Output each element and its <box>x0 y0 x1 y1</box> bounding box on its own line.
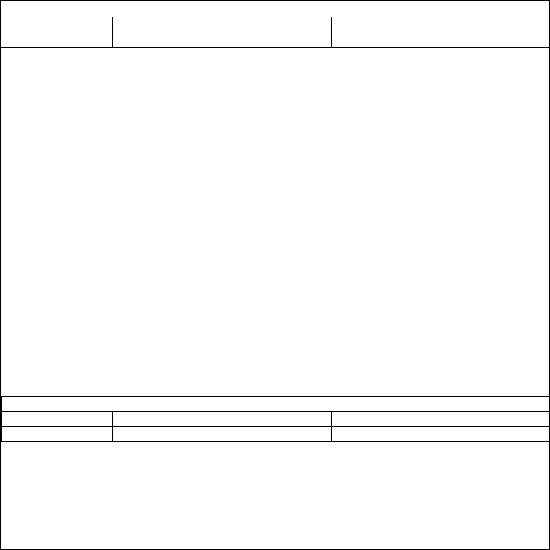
variation-label <box>2 397 550 412</box>
standard-longitudinal <box>332 412 550 427</box>
correction-longitudinal <box>332 427 550 442</box>
transversal-label <box>112 17 331 32</box>
correction-transversal <box>113 427 332 442</box>
standard-label <box>2 412 113 427</box>
ugr-table <box>1 17 550 48</box>
correction-label <box>2 427 113 442</box>
standard-transversal <box>113 412 332 427</box>
y-label <box>55 32 112 48</box>
x-label <box>1 32 55 48</box>
variation-block <box>1 396 549 442</box>
longitudinal-label <box>331 17 550 32</box>
dimension-label <box>1 17 112 32</box>
